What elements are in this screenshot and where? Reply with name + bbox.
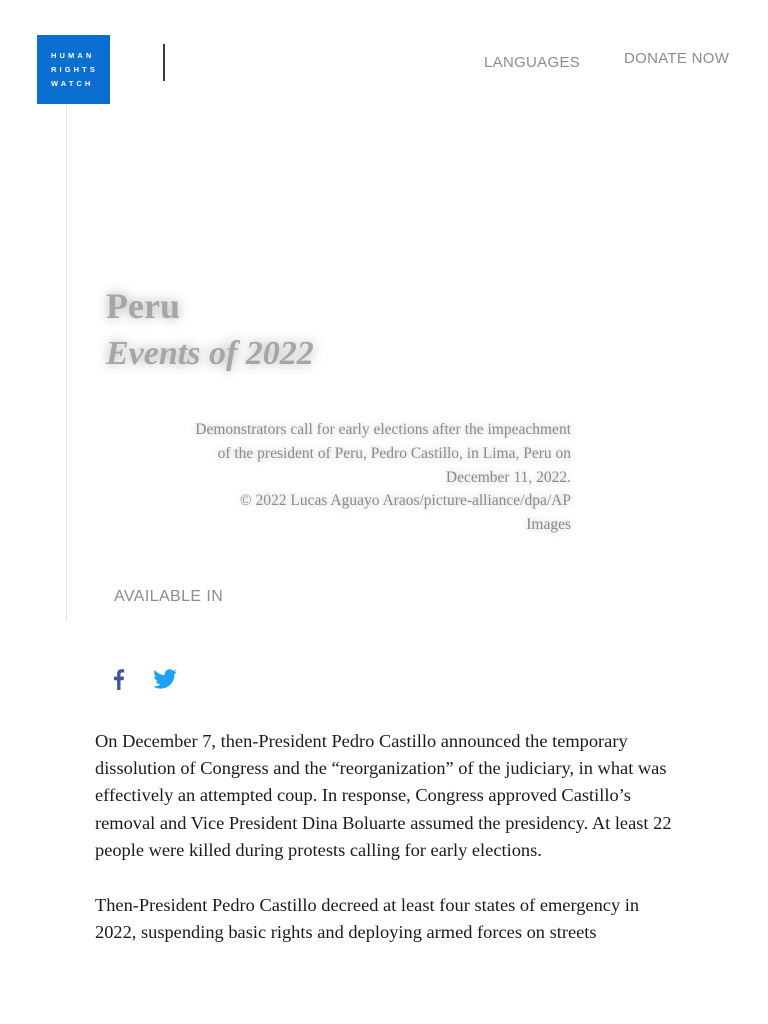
article-paragraph: Then-President Pedro Castillo decreed at least four states of emergency in 2022, suspending basic rights and deploying armed forces on streets: [95, 895, 640, 943]
facebook-icon: [110, 666, 126, 692]
page-subtitle: Events of 2022: [106, 335, 314, 372]
twitter-share-button[interactable]: [152, 666, 178, 692]
header-divider: [163, 44, 165, 81]
twitter-icon: [152, 666, 178, 692]
caption-credit: © 2022 Lucas Aguayo Araos/picture-alliance/dpa/AP Images: [239, 492, 571, 534]
logo-line-human: HUMAN: [51, 50, 95, 60]
article-paragraph: On December 7, then-President Pedro Castillo announced the temporary dissolution of Congress and the “reorganization” of the judiciary, in what was effectively an attempted coup. In response, Congress approved Castillo’s removal and Vice President Dina Boluarte assumed the presidency. At least 22 people were killed during protests calling for early elections.: [95, 731, 672, 860]
logo-line-rights: RIGHTS: [51, 64, 98, 74]
hero-left-rule: [66, 104, 67, 621]
hrw-logo[interactable]: [37, 35, 110, 104]
logo-line-watch: WATCH: [51, 78, 94, 88]
caption-description: Demonstrators call for early elections after the impeachment of the president of Peru, Pedro Castillo, in Lima, Peru on December 11, 2022.: [195, 421, 571, 486]
available-in-label: AVAILABLE IN: [114, 588, 224, 605]
languages-link[interactable]: LANGUAGES: [484, 54, 581, 71]
article-body: [95, 728, 685, 974]
donate-now-link[interactable]: DONATE NOW: [624, 50, 730, 67]
facebook-share-button[interactable]: [110, 666, 126, 692]
photo-caption: [195, 418, 571, 537]
page-title: Peru: [106, 286, 180, 326]
